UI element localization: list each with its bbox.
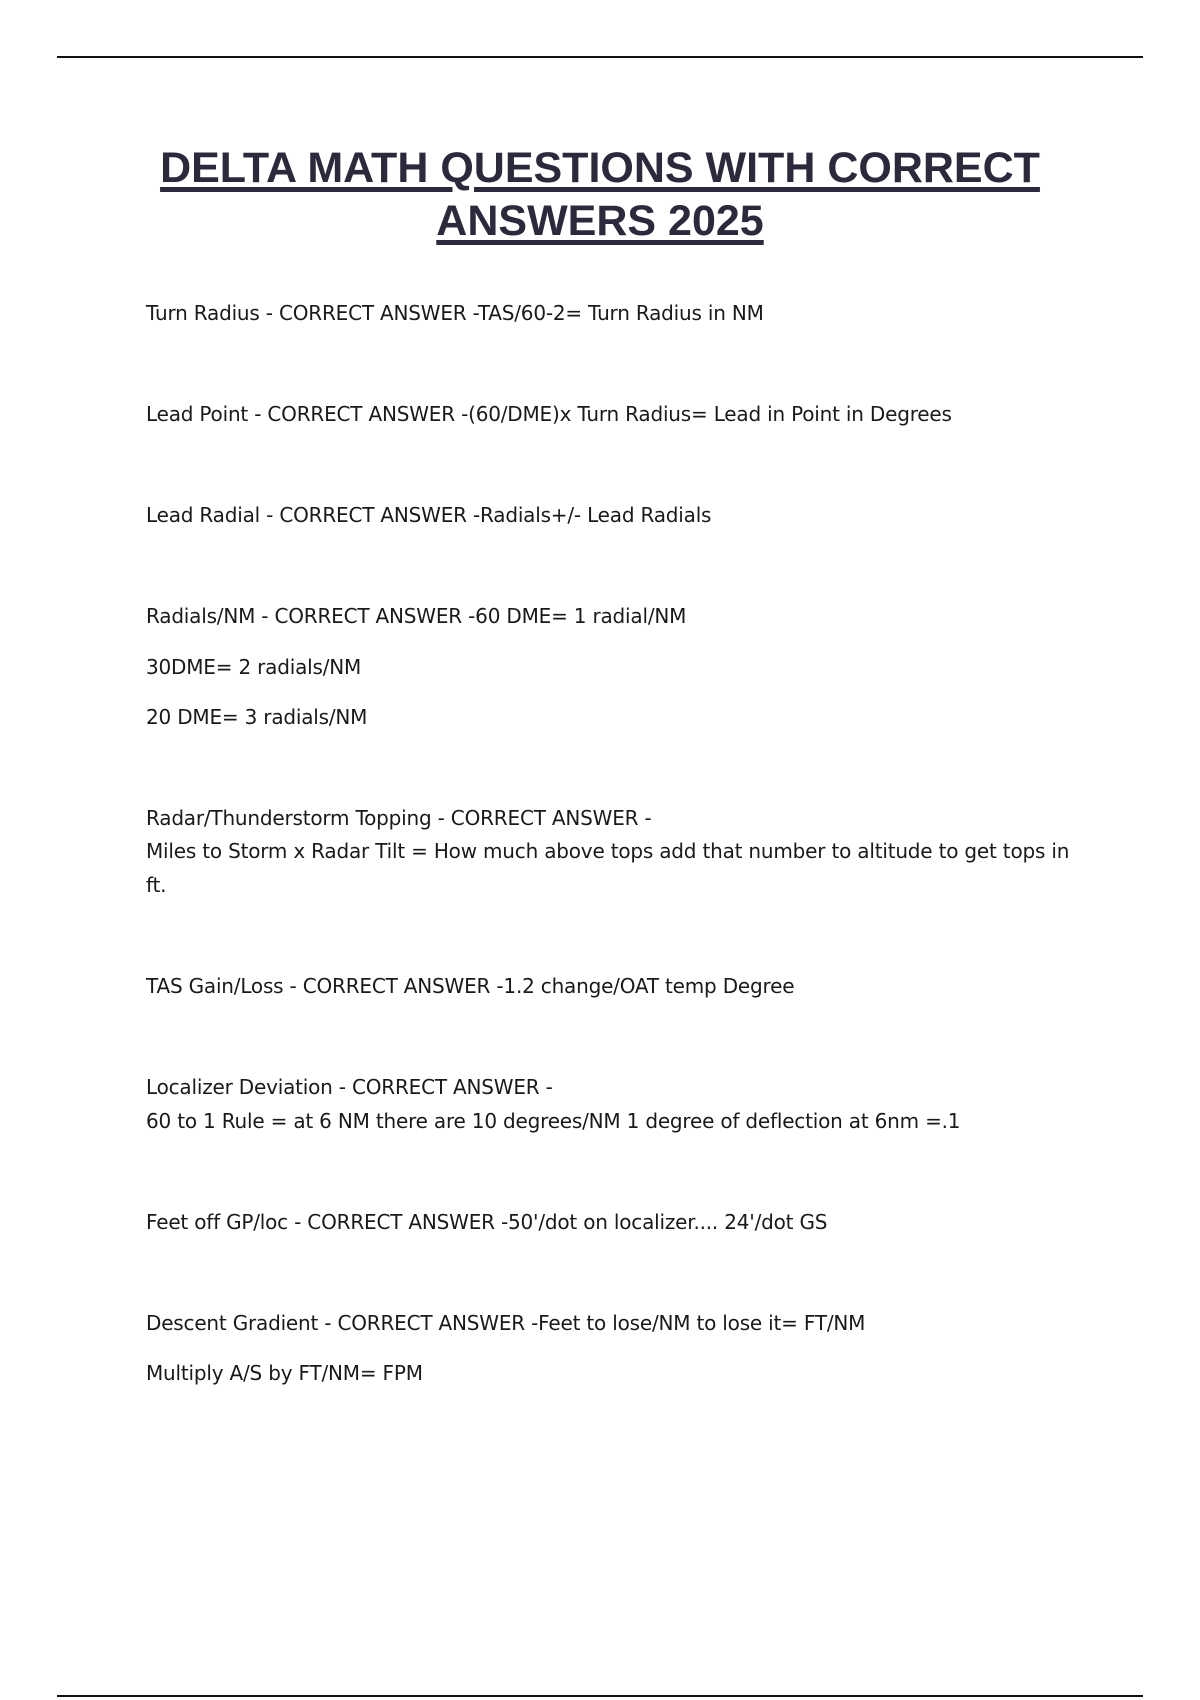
item-radials-nm-30: 30DME= 2 radials/NM	[146, 655, 362, 679]
item-descent-gradient: Descent Gradient - CORRECT ANSWER -Feet to lose/NM to lose it= FT/NM	[146, 1311, 866, 1335]
item-radials-nm: Radials/NM - CORRECT ANSWER -60 DME= 1 radial/NM	[146, 604, 687, 628]
bottom-divider	[57, 1695, 1143, 1697]
item-tas-gain-loss: TAS Gain/Loss - CORRECT ANSWER -1.2 change/OAT temp Degree	[146, 974, 795, 998]
item-localizer-question: Localizer Deviation - CORRECT ANSWER -	[146, 1075, 553, 1099]
item-radar-question: Radar/Thunderstorm Topping - CORRECT ANSWER -	[146, 806, 652, 830]
item-localizer-answer: 60 to 1 Rule = at 6 NM there are 10 degrees/NM 1 degree of deflection at 6nm =.1	[146, 1109, 961, 1133]
item-radials-nm-20: 20 DME= 3 radials/NM	[146, 705, 368, 729]
item-lead-radial: Lead Radial - CORRECT ANSWER -Radials+/- Lead Radials	[146, 503, 712, 527]
top-divider	[57, 56, 1143, 58]
item-feet-off: Feet off GP/loc - CORRECT ANSWER -50'/dot on localizer.... 24'/dot GS	[146, 1210, 828, 1234]
title-line-2: ANSWERS 2025	[436, 197, 764, 245]
item-turn-radius: Turn Radius - CORRECT ANSWER -TAS/60-2= Turn Radius in NM	[146, 301, 764, 325]
item-lead-point: Lead Point - CORRECT ANSWER -(60/DME)x Turn Radius= Lead in Point in Degrees	[146, 402, 952, 426]
title-line-1: DELTA MATH QUESTIONS WITH CORRECT	[160, 144, 1040, 192]
item-descent-multiply: Multiply A/S by FT/NM= FPM	[146, 1361, 423, 1385]
item-radar-answer: Miles to Storm x Radar Tilt = How much above tops add that number to altitude to get tops in ft.	[146, 839, 1070, 897]
document-title	[60, 142, 1140, 248]
